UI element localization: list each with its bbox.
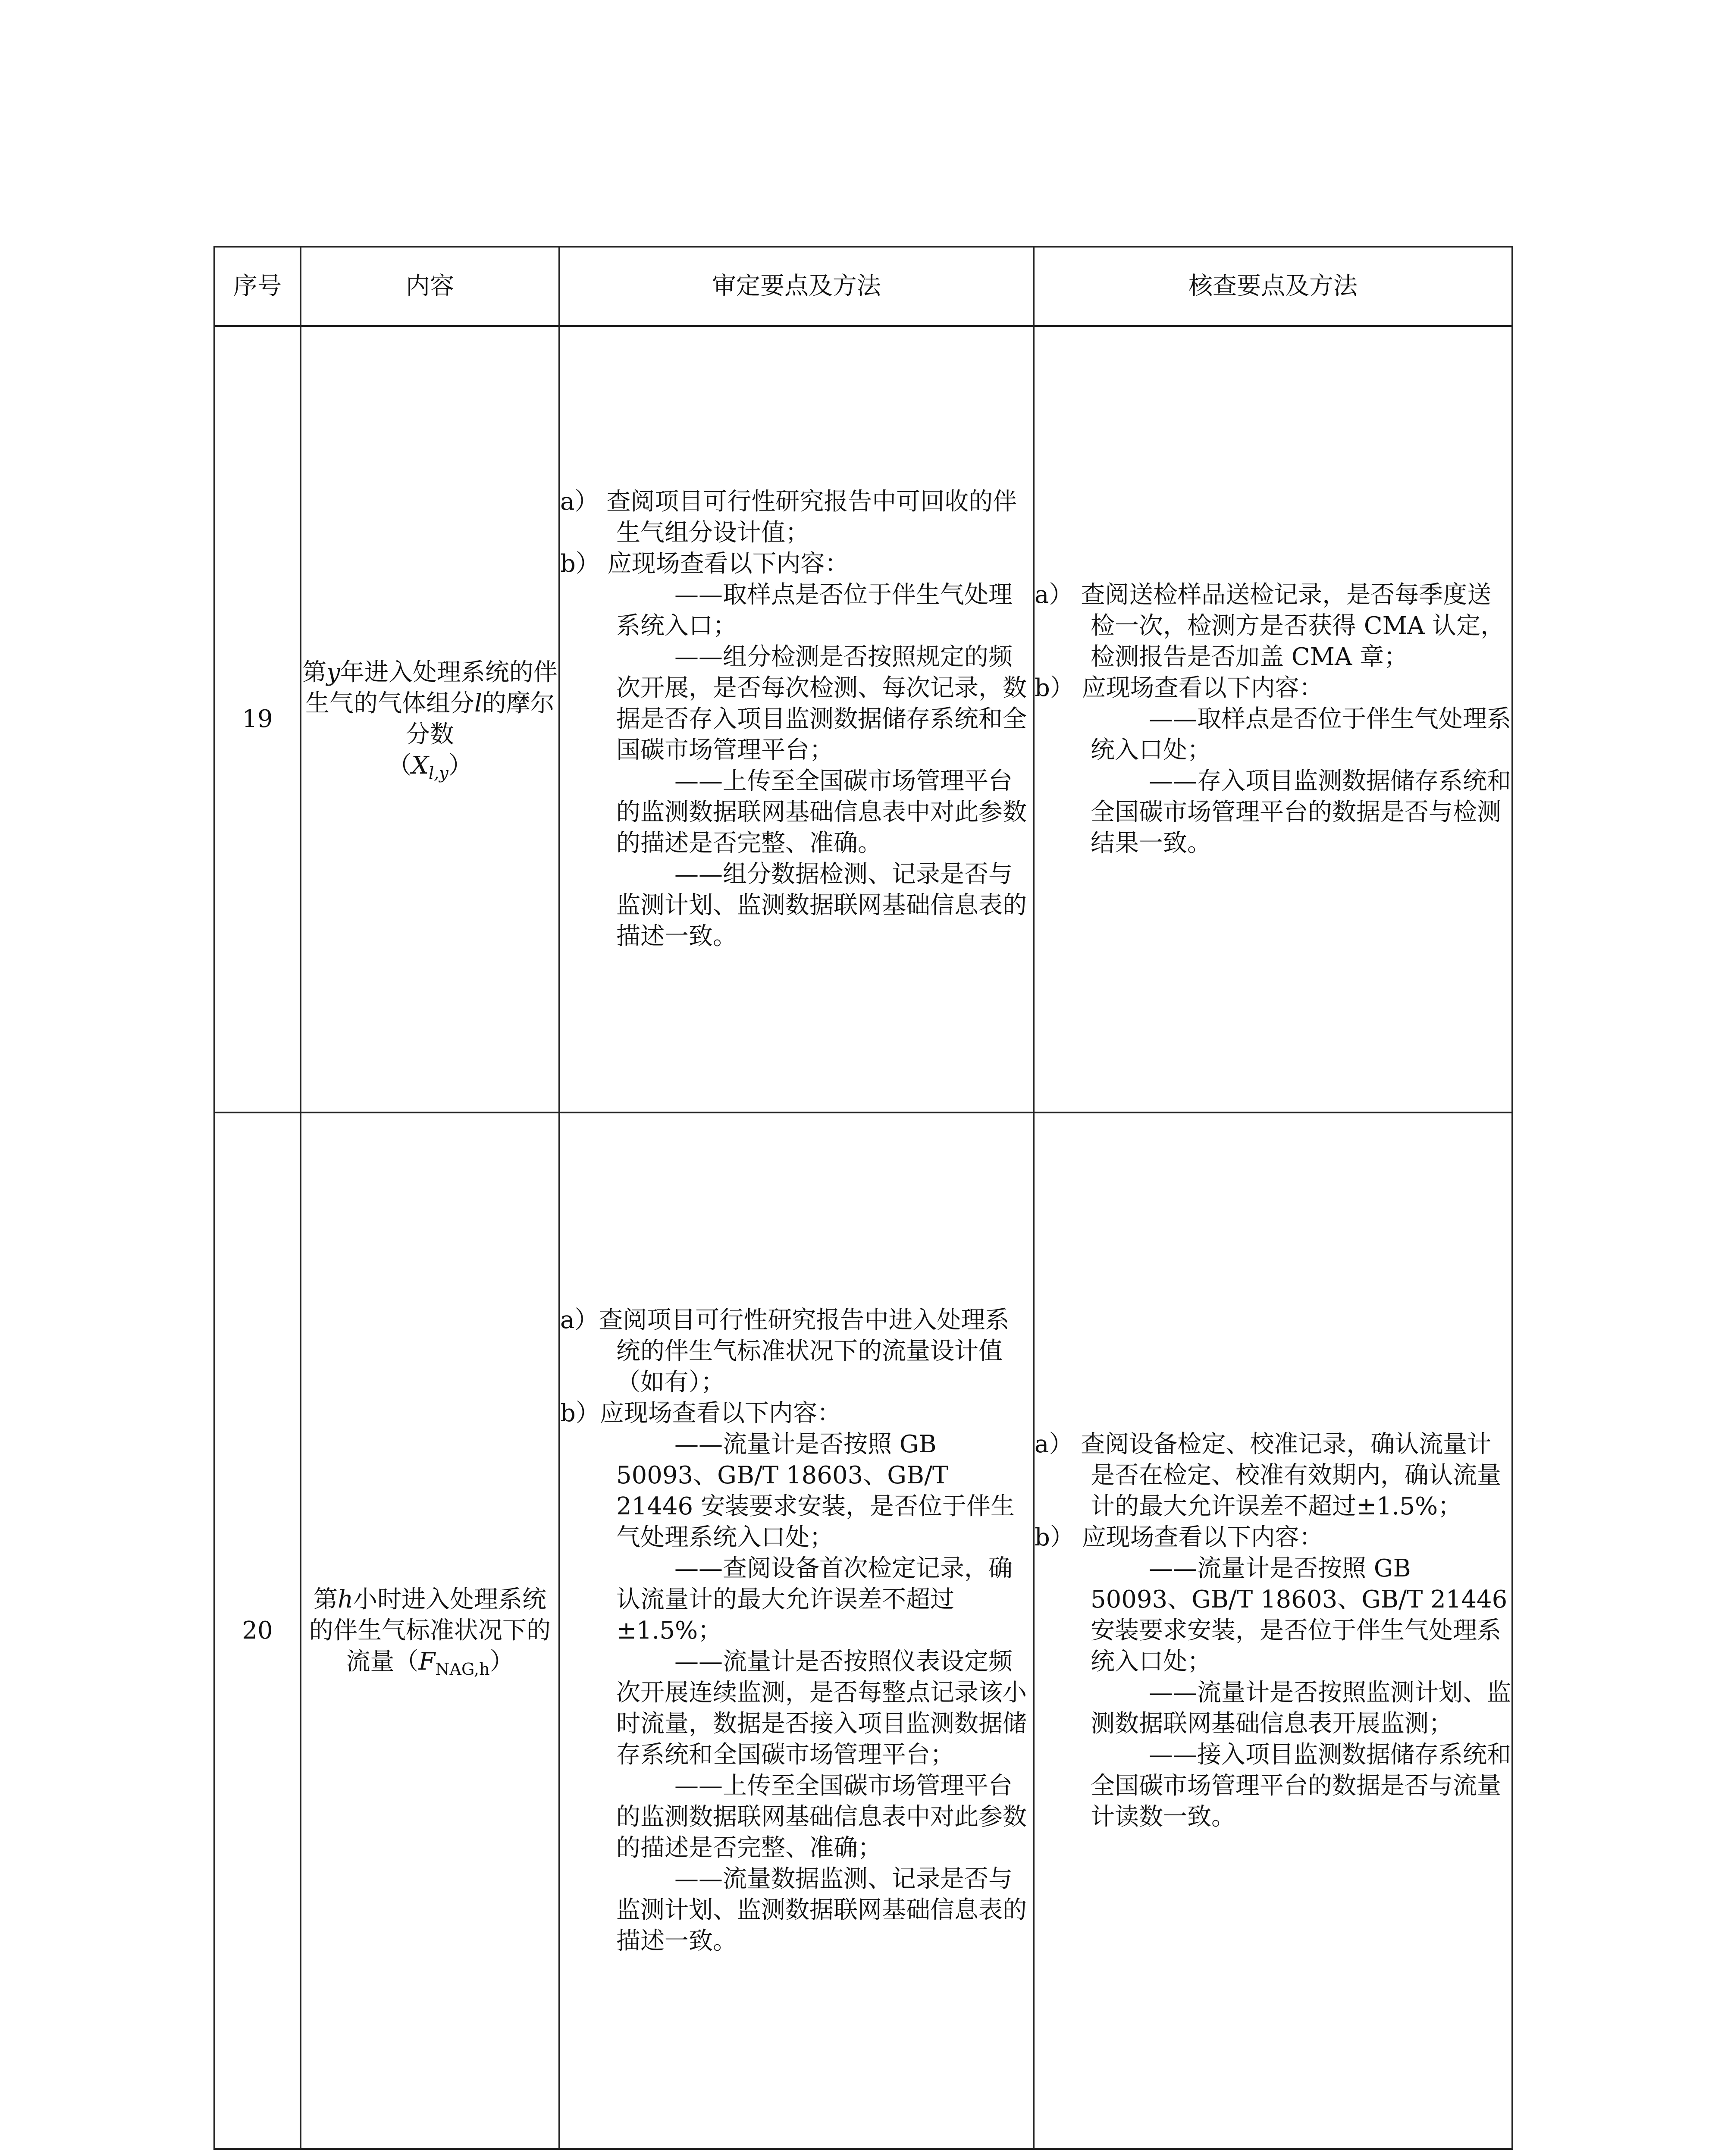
symbol-open: （ bbox=[387, 752, 412, 780]
verify-cell bbox=[1034, 1112, 1512, 2149]
symbol: X bbox=[411, 752, 429, 780]
review-subitem: ——组分数据检测、记录是否与监测计划、监测数据联网基础信息表的描述一致。 bbox=[616, 860, 1027, 950]
review-cell bbox=[559, 326, 1034, 1112]
review-cell bbox=[559, 1112, 1034, 2149]
review-subitem: ——组分检测是否按照规定的频次开展，是否每次检测、每次记录，数据是否存入项目监测数据储存系统和全国碳市场管理平台； bbox=[616, 643, 1027, 764]
verify-subitem: ——流量计是否按照监测计划、监测数据联网基础信息表开展监测； bbox=[1091, 1679, 1511, 1738]
header-seq: 序号 bbox=[214, 247, 301, 326]
content-pre: 第 bbox=[313, 1586, 338, 1614]
header-verify: 核查要点及方法 bbox=[1034, 247, 1512, 326]
content-var2: l bbox=[474, 689, 482, 718]
table-row bbox=[214, 326, 1512, 1112]
symbol: F bbox=[418, 1648, 436, 1676]
review-subitem: ——上传至全国碳市场管理平台的监测数据联网基础信息表中对此参数的描述是否完整、准确； bbox=[616, 1772, 1027, 1862]
table-header-row bbox=[214, 247, 1512, 326]
header-content: 内容 bbox=[301, 247, 559, 326]
verify-item: b） 应现场查看以下内容： bbox=[1035, 1523, 1323, 1551]
review-subitem: ——上传至全国碳市场管理平台的监测数据联网基础信息表中对此参数的描述是否完整、准确。 bbox=[616, 767, 1027, 857]
content-var: h bbox=[337, 1586, 354, 1614]
row-seq: 19 bbox=[214, 326, 301, 1112]
review-item: a）查阅项目可行性研究报告中进入处理系统的伴生气标准状况下的流量设计值（如有）； bbox=[560, 1306, 1010, 1396]
symbol-close: ） bbox=[448, 752, 473, 780]
table-row bbox=[214, 1112, 1512, 2149]
row-content bbox=[301, 1112, 559, 2149]
verify-subitem: ——接入项目监测数据储存系统和全国碳市场管理平台的数据是否与流量计读数一致。 bbox=[1091, 1741, 1511, 1831]
content-mid: 小时进入处理系统的伴生气标准状况下的流量 bbox=[309, 1586, 551, 1676]
review-subitem: ——查阅设备首次检定记录，确认流量计的最大允许误差不超过±1.5%； bbox=[616, 1554, 1013, 1645]
review-subitem: ——流量数据监测、记录是否与监测计划、监测数据联网基础信息表的描述一致。 bbox=[616, 1865, 1027, 1955]
content-pre: 第 bbox=[302, 658, 327, 686]
verify-item: a） 查阅送检样品送检记录，是否每季度送检一次，检测方是否获得 CMA 认定，检测报告是否加盖 CMA 章； bbox=[1035, 581, 1505, 671]
review-item: b）应现场查看以下内容： bbox=[560, 1399, 841, 1427]
review-subitem: ——流量计是否按照仪表设定频次开展连续监测，是否每整点记录该小时流量，数据是否接入项目监测数据储存系统和全国碳市场管理平台； bbox=[616, 1648, 1027, 1769]
verify-item: a） 查阅设备检定、校准记录，确认流量计是否在检定、校准有效期内，确认流量计的最大允许误差不超过±1.5%； bbox=[1035, 1430, 1501, 1520]
review-item: b） 应现场查看以下内容： bbox=[560, 550, 849, 578]
header-review: 审定要点及方法 bbox=[559, 247, 1034, 326]
symbol-close: ） bbox=[489, 1648, 514, 1676]
review-item: a） 查阅项目可行性研究报告中可回收的伴生气组分设计值； bbox=[560, 488, 1017, 547]
content-var: y bbox=[326, 658, 340, 686]
review-subitem: ——取样点是否位于伴生气处理系统入口； bbox=[616, 581, 1013, 640]
verify-subitem: ——取样点是否位于伴生气处理系统入口处； bbox=[1091, 705, 1511, 764]
verify-cell bbox=[1034, 326, 1512, 1112]
review-subitem: ——流量计是否按照 GB 50093、GB/T 18603、GB/T 21446 安装要求安装，是否位于伴生气处理系统入口处； bbox=[616, 1430, 1015, 1551]
symbol-open: （ bbox=[394, 1648, 419, 1676]
row-seq: 20 bbox=[214, 1112, 301, 2149]
spec-table bbox=[213, 246, 1513, 2150]
verify-subitem: ——存入项目监测数据储存系统和全国碳市场管理平台的数据是否与检测结果一致。 bbox=[1091, 767, 1511, 857]
symbol-subscript: NAG,h bbox=[435, 1660, 490, 1679]
symbol-subscript: l,y bbox=[429, 764, 448, 783]
row-content bbox=[301, 326, 559, 1112]
verify-item: b） 应现场查看以下内容： bbox=[1035, 674, 1323, 702]
content-post: 的摩尔分数 bbox=[406, 689, 555, 749]
verify-subitem: ——流量计是否按照 GB 50093、GB/T 18603、GB/T 21446 安装要求安装，是否位于伴生气处理系统入口处； bbox=[1091, 1554, 1508, 1676]
content-mid: 年进入处理系统的伴生气的气体组分 bbox=[305, 658, 558, 718]
